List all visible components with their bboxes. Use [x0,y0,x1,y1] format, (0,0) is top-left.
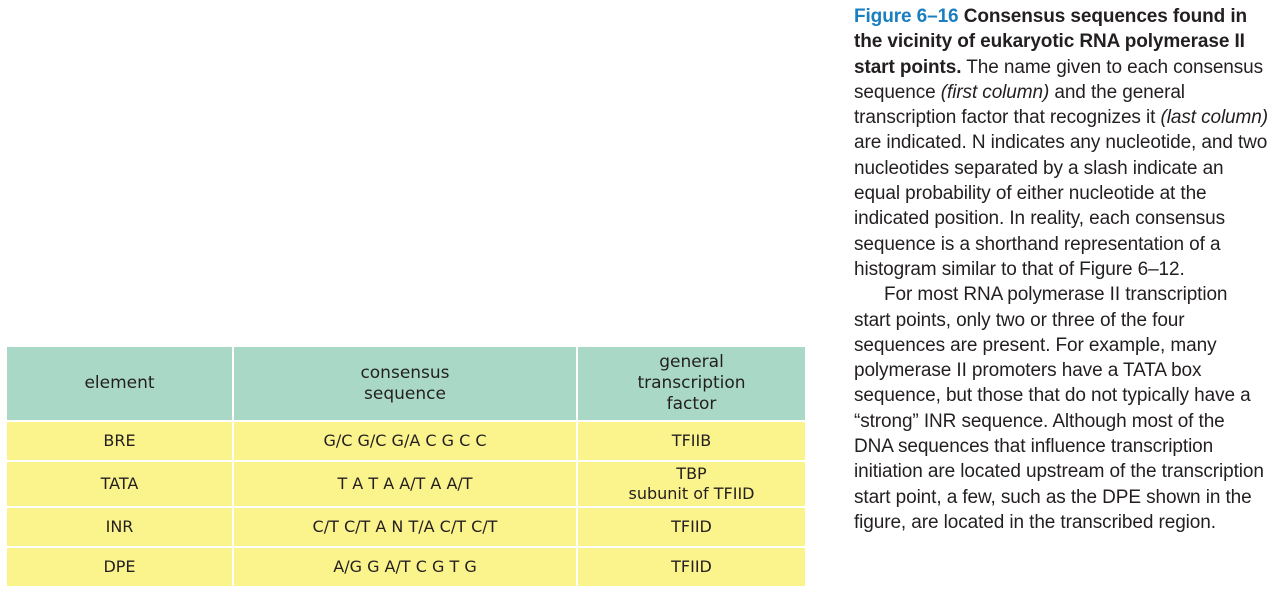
cell-sequence: A/G G A/T C G T G [233,547,577,586]
consensus-sequence-table [7,347,805,586]
header-element: element [7,347,233,421]
cell-factor: TFIIB [577,421,805,461]
caption-text: The name given to each consensus sequence [854,56,1264,103]
caption-text: and the general transcription factor that recognizes it [854,81,1185,129]
figure-title: Consensus sequences found in the vicinity of eukaryotic RNA polymerase II start points. [854,6,1248,78]
cell-element: DPE [7,547,233,586]
cell-factor: TFIID [577,507,805,547]
cell-factor: TFIID [577,547,805,586]
header-general-transcription-factor: general transcription factor [577,347,805,421]
figure-caption [854,4,1268,535]
cell-sequence: C/T C/T A N T/A C/T C/T [233,507,577,547]
cell-element: INR [7,507,233,547]
caption-emphasis: (last column) [1160,107,1268,129]
table-row [7,547,805,586]
cell-sequence: G/C G/C G/A C G C C [233,421,577,461]
cell-factor: TBP subunit of TFIID [577,461,805,507]
table-row [7,507,805,547]
table-header-row [7,347,805,421]
figure-label: Figure 6–16 [854,6,959,27]
header-consensus-sequence: consensus sequence [233,347,577,421]
caption-emphasis: (first column) [940,81,1050,103]
table-row [7,461,805,507]
caption-paragraph-2: For most RNA polymerase II transcription start points, only two or three of the four sequences are present. For example, many polymerase II promoters have a TATA box sequence, but those that do not typically have a “strong” INR sequence. Although most of the DNA sequences that influence transcription initiation are located upstream of the transcription start point, a few, such as the DPE shown in the figure, are located in the transcribed region. [854,284,1264,533]
consensus-table-container [7,347,805,586]
table-row [7,421,805,461]
caption-paragraph-1 [854,4,1268,282]
cell-element: BRE [7,421,233,461]
cell-element: TATA [7,461,233,507]
cell-sequence: T A T A A/T A A/T [233,461,577,507]
caption-text: are indicated. N indicates any nucleotide, and two nucleotides separated by a slash indicate an equal probability of either nucleotide at the indicated position. In reality, each consensus sequence is a shorthand representation of a histogram similar to that of Figure 6–12. [854,132,1268,280]
